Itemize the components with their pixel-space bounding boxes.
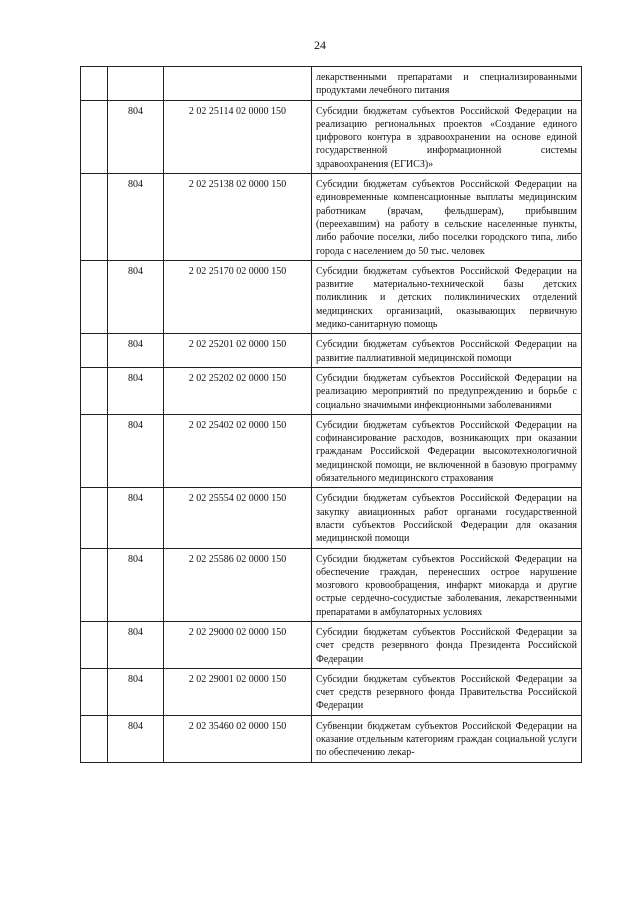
description-cell: Субсидии бюджетам субъектов Российской Федерации на развитие материально-технической базы детских поликлиник и детских поликлинических отделений медицинских организаций, оказывающих первичную медико-санитарную помощь [312, 260, 582, 333]
description-cell: Субсидии бюджетам субъектов Российской Федерации на развитие паллиативной медицинской помощи [312, 334, 582, 368]
blank-cell [81, 548, 108, 621]
description-cell: Субсидии бюджетам субъектов Российской Федерации на софинансирование расходов, возникающих при оказании гражданам Российской Федерации высокотехнологичной медицинской помощи, не включенной в базовую программу обязательного медицинского страхования [312, 414, 582, 487]
admin-code-cell: 804 [108, 174, 164, 261]
description-cell: Субсидии бюджетам субъектов Российской Федерации на единовременные компенсационные выплаты медицинским работникам (врачам, фельдшерам), прибывшим (переехавшим) на работу в сельские населенные пункты, либо рабочие поселки, либо поселки городского типа, либо города с населением до 50 тыс. человек [312, 174, 582, 261]
table-row [81, 67, 582, 101]
description-cell: Субсидии бюджетам субъектов Российской Федерации на обеспечение граждан, перенесших острое нарушение мозгового кровообращения, инфаркт миокарда и другие острые сердечно-сосудистые заболевания, лекарственными препаратами в амбулаторных условиях [312, 548, 582, 621]
budget-code-cell: 2 02 29001 02 0000 150 [164, 668, 312, 715]
admin-code-cell: 804 [108, 621, 164, 668]
blank-cell [81, 67, 108, 101]
budget-code-cell: 2 02 25138 02 0000 150 [164, 174, 312, 261]
blank-cell [81, 715, 108, 762]
budget-code-cell [164, 67, 312, 101]
budget-code-cell: 2 02 25402 02 0000 150 [164, 414, 312, 487]
blank-cell [81, 174, 108, 261]
admin-code-cell: 804 [108, 260, 164, 333]
budget-code-cell: 2 02 25201 02 0000 150 [164, 334, 312, 368]
budget-code-cell: 2 02 25114 02 0000 150 [164, 100, 312, 173]
budget-code-cell: 2 02 25202 02 0000 150 [164, 367, 312, 414]
budget-code-cell: 2 02 25586 02 0000 150 [164, 548, 312, 621]
admin-code-cell: 804 [108, 100, 164, 173]
blank-cell [81, 414, 108, 487]
blank-cell [81, 100, 108, 173]
blank-cell [81, 668, 108, 715]
table-row [81, 100, 582, 173]
blank-cell [81, 260, 108, 333]
description-cell: лекарственными препаратами и специализированными продуктами лечебного питания [312, 67, 582, 101]
table-row [81, 548, 582, 621]
blank-cell [81, 621, 108, 668]
budget-code-cell: 2 02 35460 02 0000 150 [164, 715, 312, 762]
description-cell: Субсидии бюджетам субъектов Российской Федерации за счет средств резервного фонда Правительства Российской Федерации [312, 668, 582, 715]
admin-code-cell: 804 [108, 334, 164, 368]
page-number: 24 [314, 38, 326, 52]
table-row [81, 260, 582, 333]
budget-code-cell: 2 02 25170 02 0000 150 [164, 260, 312, 333]
admin-code-cell: 804 [108, 414, 164, 487]
blank-cell [81, 488, 108, 548]
blank-cell [81, 334, 108, 368]
description-cell: Субсидии бюджетам субъектов Российской Федерации за счет средств резервного фонда Президента Российской Федерации [312, 621, 582, 668]
blank-cell [81, 367, 108, 414]
table-row [81, 488, 582, 548]
table-row [81, 367, 582, 414]
description-cell: Субсидии бюджетам субъектов Российской Федерации на реализацию мероприятий по предупреждению и борьбе с социально значимыми инфекционными заболеваниями [312, 367, 582, 414]
description-cell: Субсидии бюджетам субъектов Российской Федерации на закупку авиационных работ органами государственной власти субъектов Российской Федерации для оказания медицинской помощи [312, 488, 582, 548]
description-cell: Субсидии бюджетам субъектов Российской Федерации на реализацию региональных проектов «Создание единого цифрового контура в здравоохранении на основе единой государственной информационной системы здравоохранения (ЕГИСЗ)» [312, 100, 582, 173]
admin-code-cell: 804 [108, 548, 164, 621]
table-row [81, 414, 582, 487]
admin-code-cell: 804 [108, 488, 164, 548]
budget-code-cell: 2 02 29000 02 0000 150 [164, 621, 312, 668]
budget-code-cell: 2 02 25554 02 0000 150 [164, 488, 312, 548]
admin-code-cell [108, 67, 164, 101]
budget-classification-table [80, 66, 582, 763]
table-row [81, 334, 582, 368]
table-row [81, 715, 582, 762]
admin-code-cell: 804 [108, 668, 164, 715]
table-row [81, 621, 582, 668]
table-row [81, 668, 582, 715]
description-cell: Субвенции бюджетам субъектов Российской Федерации на оказание отдельным категориям граждан социальной услуги по обеспечению лекар- [312, 715, 582, 762]
admin-code-cell: 804 [108, 367, 164, 414]
table-row [81, 174, 582, 261]
admin-code-cell: 804 [108, 715, 164, 762]
